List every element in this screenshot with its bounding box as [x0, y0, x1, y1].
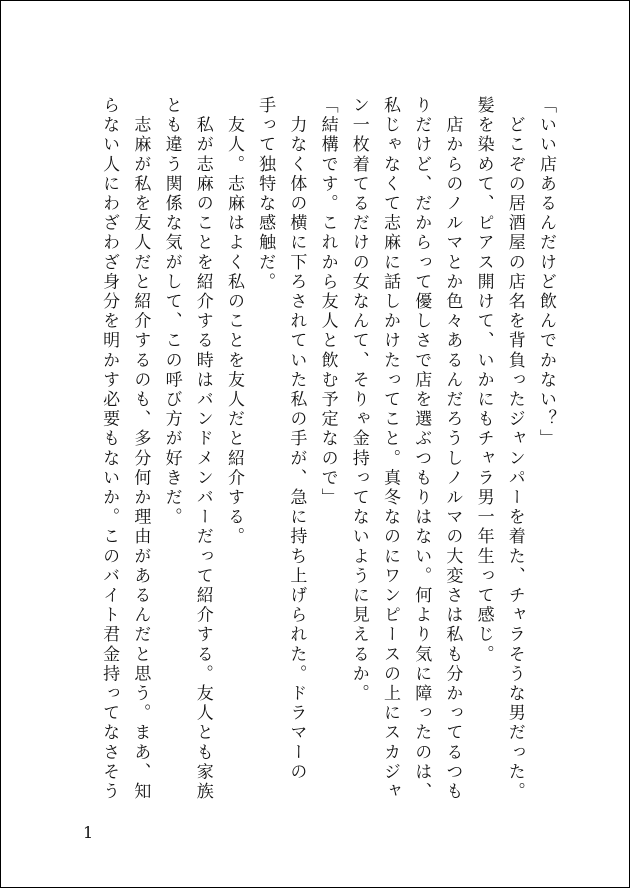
text-line: 友人。志麻はよく私のことを友人だと紹介する。	[223, 96, 244, 547]
text-line: どこぞの居酒屋の店名を背負ったジャンパーを着た、チャラそうな男だった。	[504, 96, 525, 802]
text-line: 志麻が私を友人だと紹介するのも、多分何か理由があるんだと思う。まあ、知	[130, 96, 151, 802]
text-line: 私じゃなくて志麻に話しかけたってこと。真冬なのにワンピースの上にスカジャ	[379, 96, 400, 802]
text-line: 店からのノルマとか色々あるんだろうしノルマの大変さは私も分かってるつも	[442, 96, 463, 802]
text-line: とも違う関係な気がして、この呼び方が好きだ。	[161, 96, 182, 528]
text-line: 私が志麻のことを紹介する時はバンドメンバーだって紹介する。友人とも家族	[192, 96, 213, 802]
text-line: 「いい店あるんだけど飲んでかない？」	[536, 96, 556, 449]
text-line: りだけど、だからって優しさで店を選ぶつもりはない。何より気に障ったのは、	[411, 96, 432, 802]
page-number: 1	[83, 823, 94, 842]
text-line: 髪を染めて、ピアス開けて、いかにもチャラ男一年生って感じ。	[473, 96, 494, 665]
text-line: 手って独特な感触だ。	[255, 96, 276, 292]
text-line: ン一枚着てるだけの女なんて、そりゃ金持ってないように見えるか。	[348, 96, 369, 704]
vertical-text-body	[93, 96, 561, 808]
text-line: 力なく体の横に下ろされていた私の手が、急に持ち上げられた。ドラマーの	[286, 96, 307, 782]
text-line: らない人にわざわざ身分を明かす必要もないか。このバイト君金持ってなさそう	[99, 96, 120, 802]
text-line: 「結構です。これから友人と飲む予定なので」	[317, 96, 338, 508]
